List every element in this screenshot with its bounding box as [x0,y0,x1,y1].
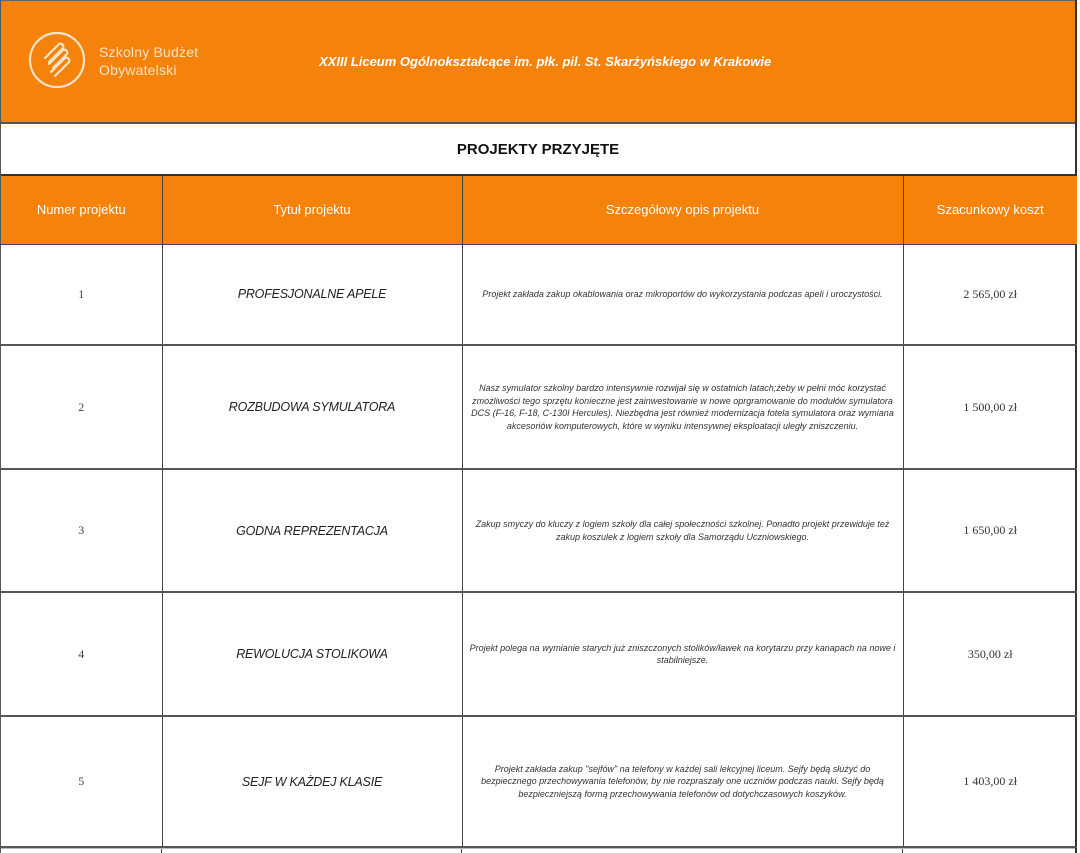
next-page-edge [1,848,1075,853]
project-title: REWOLUCJA STOLIKOWA [162,592,462,716]
table-row [1,592,1077,716]
project-cost: 1 500,00 zł [903,345,1077,469]
project-description: Zakup smyczy do kluczy z logiem szkoły dla całej społeczności szkolnej. Ponadto projekt przewiduje też zakup koszulek z logiem szkoły dla Samorządu Uczniowskiego. [462,469,903,592]
projects-table [1,176,1077,848]
header-project-number: Numer projektu [1,176,162,244]
table-row [1,244,1077,345]
header-estimated-cost: Szacunkowy koszt [903,176,1077,244]
section-title: PROJEKTY PRZYJĘTE [1,124,1075,176]
logo-text [99,43,198,79]
project-number: 1 [1,244,162,345]
project-cost: 2 565,00 zł [903,244,1077,345]
school-name: XXIII Liceum Ogólnokształcące im. płk. pil. St. Skarżyńskiego w Krakowie [319,54,772,69]
header-project-title: Tytuł projektu [162,176,462,244]
table-row [1,716,1077,847]
logo-line-1: Szkolny Budżet [99,44,199,60]
column-divider [162,849,462,853]
project-number: 5 [1,716,162,847]
column-divider [1,849,162,853]
project-number: 2 [1,345,162,469]
project-title: SEJF W KAŻDEJ KLASIE [162,716,462,847]
logo-line-2: Obywatelski [99,62,177,78]
project-description: Projekt zakłada zakup okablowania oraz mikroportów do wykorzystania podczas apeli i uroczystości. [462,244,903,345]
header-project-description: Szczegółowy opis projektu [462,176,903,244]
header-banner [1,0,1075,124]
szkolny-budzet-logo-icon [27,30,87,90]
table-row [1,469,1077,592]
table-header-row [1,176,1077,244]
project-number: 4 [1,592,162,716]
project-title: PROFESJONALNE APELE [162,244,462,345]
project-title: GODNA REPREZENTACJA [162,469,462,592]
project-description: Nasz symulator szkolny bardzo intensywnie rozwijał się w ostatnich latach;żeby w pełni móc korzystać zmożliwości tego sprzętu konieczne jest zainwestowanie w nowe oprgramowanie do modułów symulatora DCS (F-16, F-18, C-130I Hercules). Niezbędna jest również modernizacja fotela symulatora oraz wymiana akcesoriów komputerowych, które w wyniku intensywnej eksploatacji uległy zniszczeniu. [462,345,903,469]
project-title: ROZBUDOWA SYMULATORA [162,345,462,469]
table-row [1,345,1077,469]
project-description: Projekt zakłada zakup "sejfów" na telefony w każdej sali lekcyjnej liceum. Sejfy będą służyć do bezpiecznego przechowywania telefonów, by nie rozpraszały one uczniów podczas nauki. Sejfy będą bezpieczniejszą formą przechowywania telefonów od dotychczasowych koszyków. [462,716,903,847]
project-number: 3 [1,469,162,592]
project-cost: 350,00 zł [903,592,1077,716]
project-description: Projekt polega na wymianie starych już zniszczonych stolików/ławek na korytarzu przy kanapach na nowe i stabilniejsze. [462,592,903,716]
project-cost: 1 650,00 zł [903,469,1077,592]
project-cost: 1 403,00 zł [903,716,1077,847]
column-divider [462,849,903,853]
